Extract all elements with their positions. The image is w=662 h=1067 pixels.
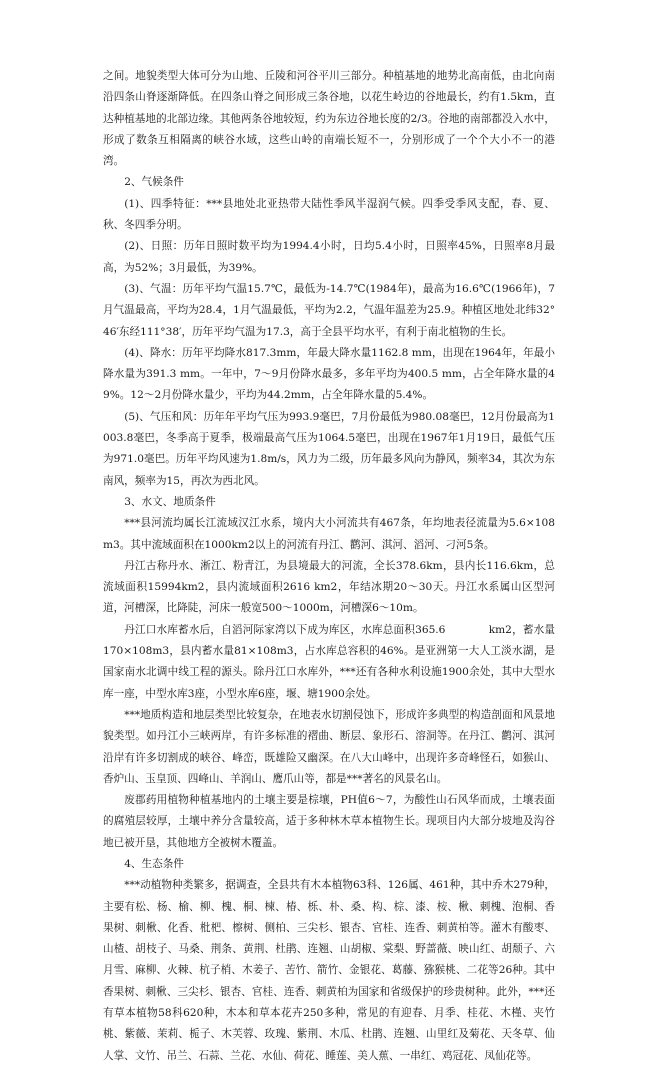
hydrology-rivers-paragraph: ***县河流均属长江流域汉江水系，境内大小河流共有467条，年均地表径流量为5.6×108m3。其中流域面积在1000km2以上的河流有丹江、鹳河、淇河、滔河、刁河5条。: [103, 517, 555, 551]
section-heading-ecology: 4、生态条件: [124, 857, 184, 870]
soil-paragraph: 废郡药用植物种植基地内的土壤主要是棕壤，PH值6～7，为酸性山石风华而成，土壤表面的腐殖层较厚，土壤中养分含量较高，适于多种林木草本植物生长。现项目内大部分坡地及沟谷地已被开垦，其他地方全被树木覆盖。: [103, 794, 555, 849]
climate-pressure-wind-paragraph: (5)、气压和风：历年年平均气压为993.9毫巴，7月份最低为980.08毫巴，12月份最高为1003.8毫巴，冬季高于夏季，极端最高气压为1064.5毫巴，出现在1967年1月19日，最低气压为971.0毫巴。历年平均风速为1.8m/s，风力为二级，历年最多风向为静风，频率34，其次为东南风，频率为15，再次为西北风。: [103, 410, 555, 487]
ecology-paragraph: ***动植物种类繁多，据调查，全县共有木本植物63科、126属、461种，其中乔木279种，主要有松、杨、榆、柳、槐、桐、楝、椿、栎、朴、桑、构、棕、漆、桉、楸、刺槐、泡桐、香果树、刺楸、化香、枇杷、檫树、侧柏、三尖杉、银杏、官桂、连香、刺黄柏等。灌木有酸枣、山楂、胡枝子、马桑、荆条、黄荆、杜鹃、连翘、山胡椒、棠梨、野蔷薇、映山红、胡颓子、六月雪、麻柳、火棘、杭子梢、木姜子、苦竹、箭竹、金银花、葛藤、猕猴桃、二花等26种。其中香果树、刺楸、三尖杉、银杏、官桂、连香、刺黄柏为国家和省级保护的珍贵树种。此外，***还有草本植物58科620种，木本和草本花卉250多种，常见的有迎春、月季、桂花、木槿、夹竹桃、紫薇、茉莉、栀子、木芙蓉、玫瑰、紫荆、木瓜、杜鹃、连翘、山里红及菊花、天冬草、仙人掌、文竹、吊兰、石蒜、兰花、水仙、荷花、睡莲、美人蕉、一串红、鸡冠花、凤仙花等。: [103, 879, 555, 1062]
section-heading-climate: 2、气候条件: [124, 176, 184, 189]
climate-temperature-paragraph: (3)、气温：历年平均气温15.7℃，最低为-14.7℃(1984年)，最高为16.6℃(1966年)，7月气温最高，平均为28.4，1月气温最低，平均为2.2，气温年温差为25.9。种植区地处北纬32°46′东经111°38′，历年平均气温为17.3，高于全县平均水平，有利于南北植物的生长。: [103, 282, 555, 338]
section-heading-hydrology: 3、水文、地质条件: [124, 495, 216, 508]
hydrology-reservoir-paragraph: 丹江口水库蓄水后，自滔河际家湾以下成为库区，水库总面积365.6 km2，蓄水量170×108m3，县内蓄水量81×108m3，占水库总容积的46%。是亚洲第一大人工淡水湖，是国家南水北调中线工程的源头。除丹江口水库外，***还有各种水利设施1900余处，其中大型水库一座，中型水库3座，小型水库6座，堰、塘1900余处。: [103, 623, 555, 700]
climate-precipitation-paragraph: (4)、降水：历年平均降水817.3mm，年最大降水量1162.8 mm，出现在1964年，年最小降水量为391.3 mm。一年中，7～9月份降水最多，多年平均为400.5 mm，占全年降水量的49%。12～2月份降水量少，平均为44.2mm，占全年降水量的5.4%。: [103, 346, 555, 402]
climate-seasons-paragraph: (1)、四季特征：***县地处北亚热带大陆性季风半湿润气候。四季受季风支配，春、夏、秋、冬四季分明。: [103, 197, 555, 232]
document-page: [103, 66, 555, 1067]
geology-paragraph: ***地质构造和地层类型比较复杂，在地表水切割侵蚀下，形成许多典型的构造剖面和风景地貌类型。如丹江小三峡两岸，有许多标准的褶曲、断层、象形石、溶洞等。在丹江、鹳河、淇河沿岸有许多切割成的峡谷、峰峦，既雄险又幽深。在八大山峰中，出现许多奇峰怪石，如猴山、香炉山、玉皇顶、四峰山、羊润山、鹰爪山等，都是***著名的风景名山。: [103, 708, 555, 785]
intro-paragraph: 之间。地貌类型大体可分为山地、丘陵和河谷平川三部分。种植基地的地势北高南低，由北向南沿四条山脊逐渐降低。在四条山脊之间形成三条谷地，以花生岭边的谷地最长，约有1.5km，直达种植基地的北部边缘。其他两条谷地较短，约为东边谷地长度的2/3。谷地的南部都没入水中，形成了数条互相隔离的峡谷水域，这些山岭的南端长短不一，分别形成了一个个大小不一的港湾。: [103, 70, 555, 168]
climate-sunshine-paragraph: (2)、日照：历年日照时数平均为1994.4小时，日均5.4小时，日照率45%，日照率8月最高，为52%；3月最低，为39%。: [103, 240, 555, 274]
hydrology-danjiang-paragraph: 丹江古称丹水、淅江、粉青江，为县境最大的河流，全长378.6km，县内长116.6km，总流域面积15994km2，县内流域面积2616 km2，年结冰期20～30天。丹江水系属山区型河道，河槽深，比降陡，河床一般宽500～1000m，河槽深6～10m。: [103, 559, 555, 615]
